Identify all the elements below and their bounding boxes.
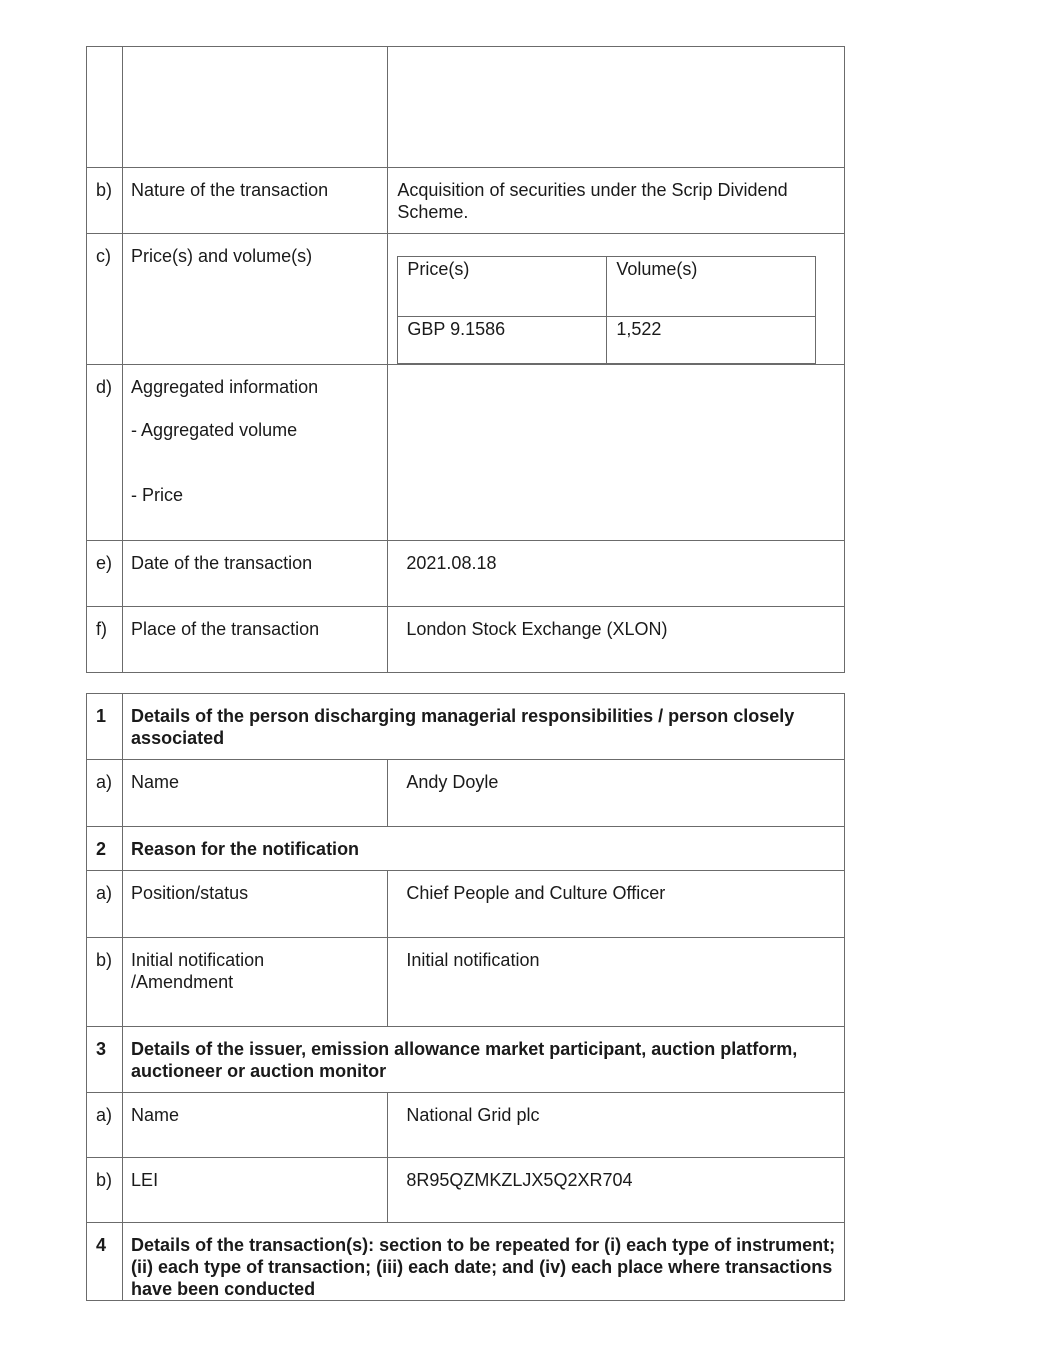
volume-value: 1,522 [607,317,816,364]
price-value: GBP 9.1586 [398,317,607,364]
price-volume-table [397,256,816,364]
section-number: 3 [87,1027,123,1093]
section-header-row [87,1223,845,1301]
table-row [87,365,845,541]
person-name-value: Andy Doyle [388,760,845,827]
row-value-cell [388,47,845,168]
table-row [87,168,845,234]
initial-notification-label: Initial notification [131,950,265,970]
initial-notification-label-cell [123,938,388,1027]
price-volume-cell [388,234,845,365]
table-row [87,234,845,365]
position-status-value: Chief People and Culture Officer [388,871,845,938]
table-row [87,938,845,1027]
date-of-transaction-value: 2021.08.18 [388,541,845,607]
row-letter: d) [87,365,123,541]
section-header-row [87,827,845,871]
table-row [87,607,845,673]
transaction-details-table [86,46,845,673]
price-header: Price(s) [398,257,607,317]
amendment-label: /Amendment [131,972,234,992]
table-row [87,47,845,168]
section-header-row [87,1027,845,1093]
nature-of-transaction-value: Acquisition of securities under the Scrip Dividend Scheme. [388,168,845,234]
place-of-transaction-label: Place of the transaction [123,607,388,673]
issuer-name-value: National Grid plc [388,1093,845,1158]
notification-details-table [86,693,845,1301]
section-header-row [87,694,845,760]
section-title: Details of the issuer, emission allowance market participant, auction platform, auctioneer or auction monitor [123,1027,845,1093]
position-status-label: Position/status [123,871,388,938]
section-number: 4 [87,1223,123,1301]
row-letter: a) [87,760,123,827]
price-volume-data-row [398,317,816,364]
table-row [87,871,845,938]
row-letter: b) [87,168,123,234]
section-number: 1 [87,694,123,760]
row-letter: e) [87,541,123,607]
lei-value: 8R95QZMKZLJX5Q2XR704 [388,1158,845,1223]
table-row [87,541,845,607]
section-title: Reason for the notification [123,827,845,871]
aggregated-info-cell [123,365,388,541]
person-name-label: Name [123,760,388,827]
volume-header: Volume(s) [607,257,816,317]
place-of-transaction-value: London Stock Exchange (XLON) [388,607,845,673]
row-label-cell [123,47,388,168]
issuer-name-label: Name [123,1093,388,1158]
section-number: 2 [87,827,123,871]
price-volume-label: Price(s) and volume(s) [123,234,388,365]
nature-of-transaction-label: Nature of the transaction [123,168,388,234]
row-letter: a) [87,871,123,938]
row-letter: a) [87,1093,123,1158]
price-volume-header-row [398,257,816,317]
lei-label: LEI [123,1158,388,1223]
row-letter-cell [87,47,123,168]
section-title: Details of the transaction(s): section to be repeated for (i) each type of instrument; (ii) each type of transaction; (iii) each date; and (iv) each place where transactions have been conducted [123,1223,845,1301]
section-title: Details of the person discharging managerial responsibilities / person closely associated [123,694,845,760]
date-of-transaction-label: Date of the transaction [123,541,388,607]
row-letter: c) [87,234,123,365]
row-letter: f) [87,607,123,673]
aggregated-price-label: - Price [131,485,184,505]
aggregated-info-value [388,365,845,541]
row-letter: b) [87,938,123,1027]
table-row [87,1158,845,1223]
table-row [87,1093,845,1158]
table-row [87,760,845,827]
initial-notification-value: Initial notification [388,938,845,1027]
aggregated-volume-label: - Aggregated volume [131,420,298,440]
row-letter: b) [87,1158,123,1223]
aggregated-info-label: Aggregated information [131,377,319,397]
